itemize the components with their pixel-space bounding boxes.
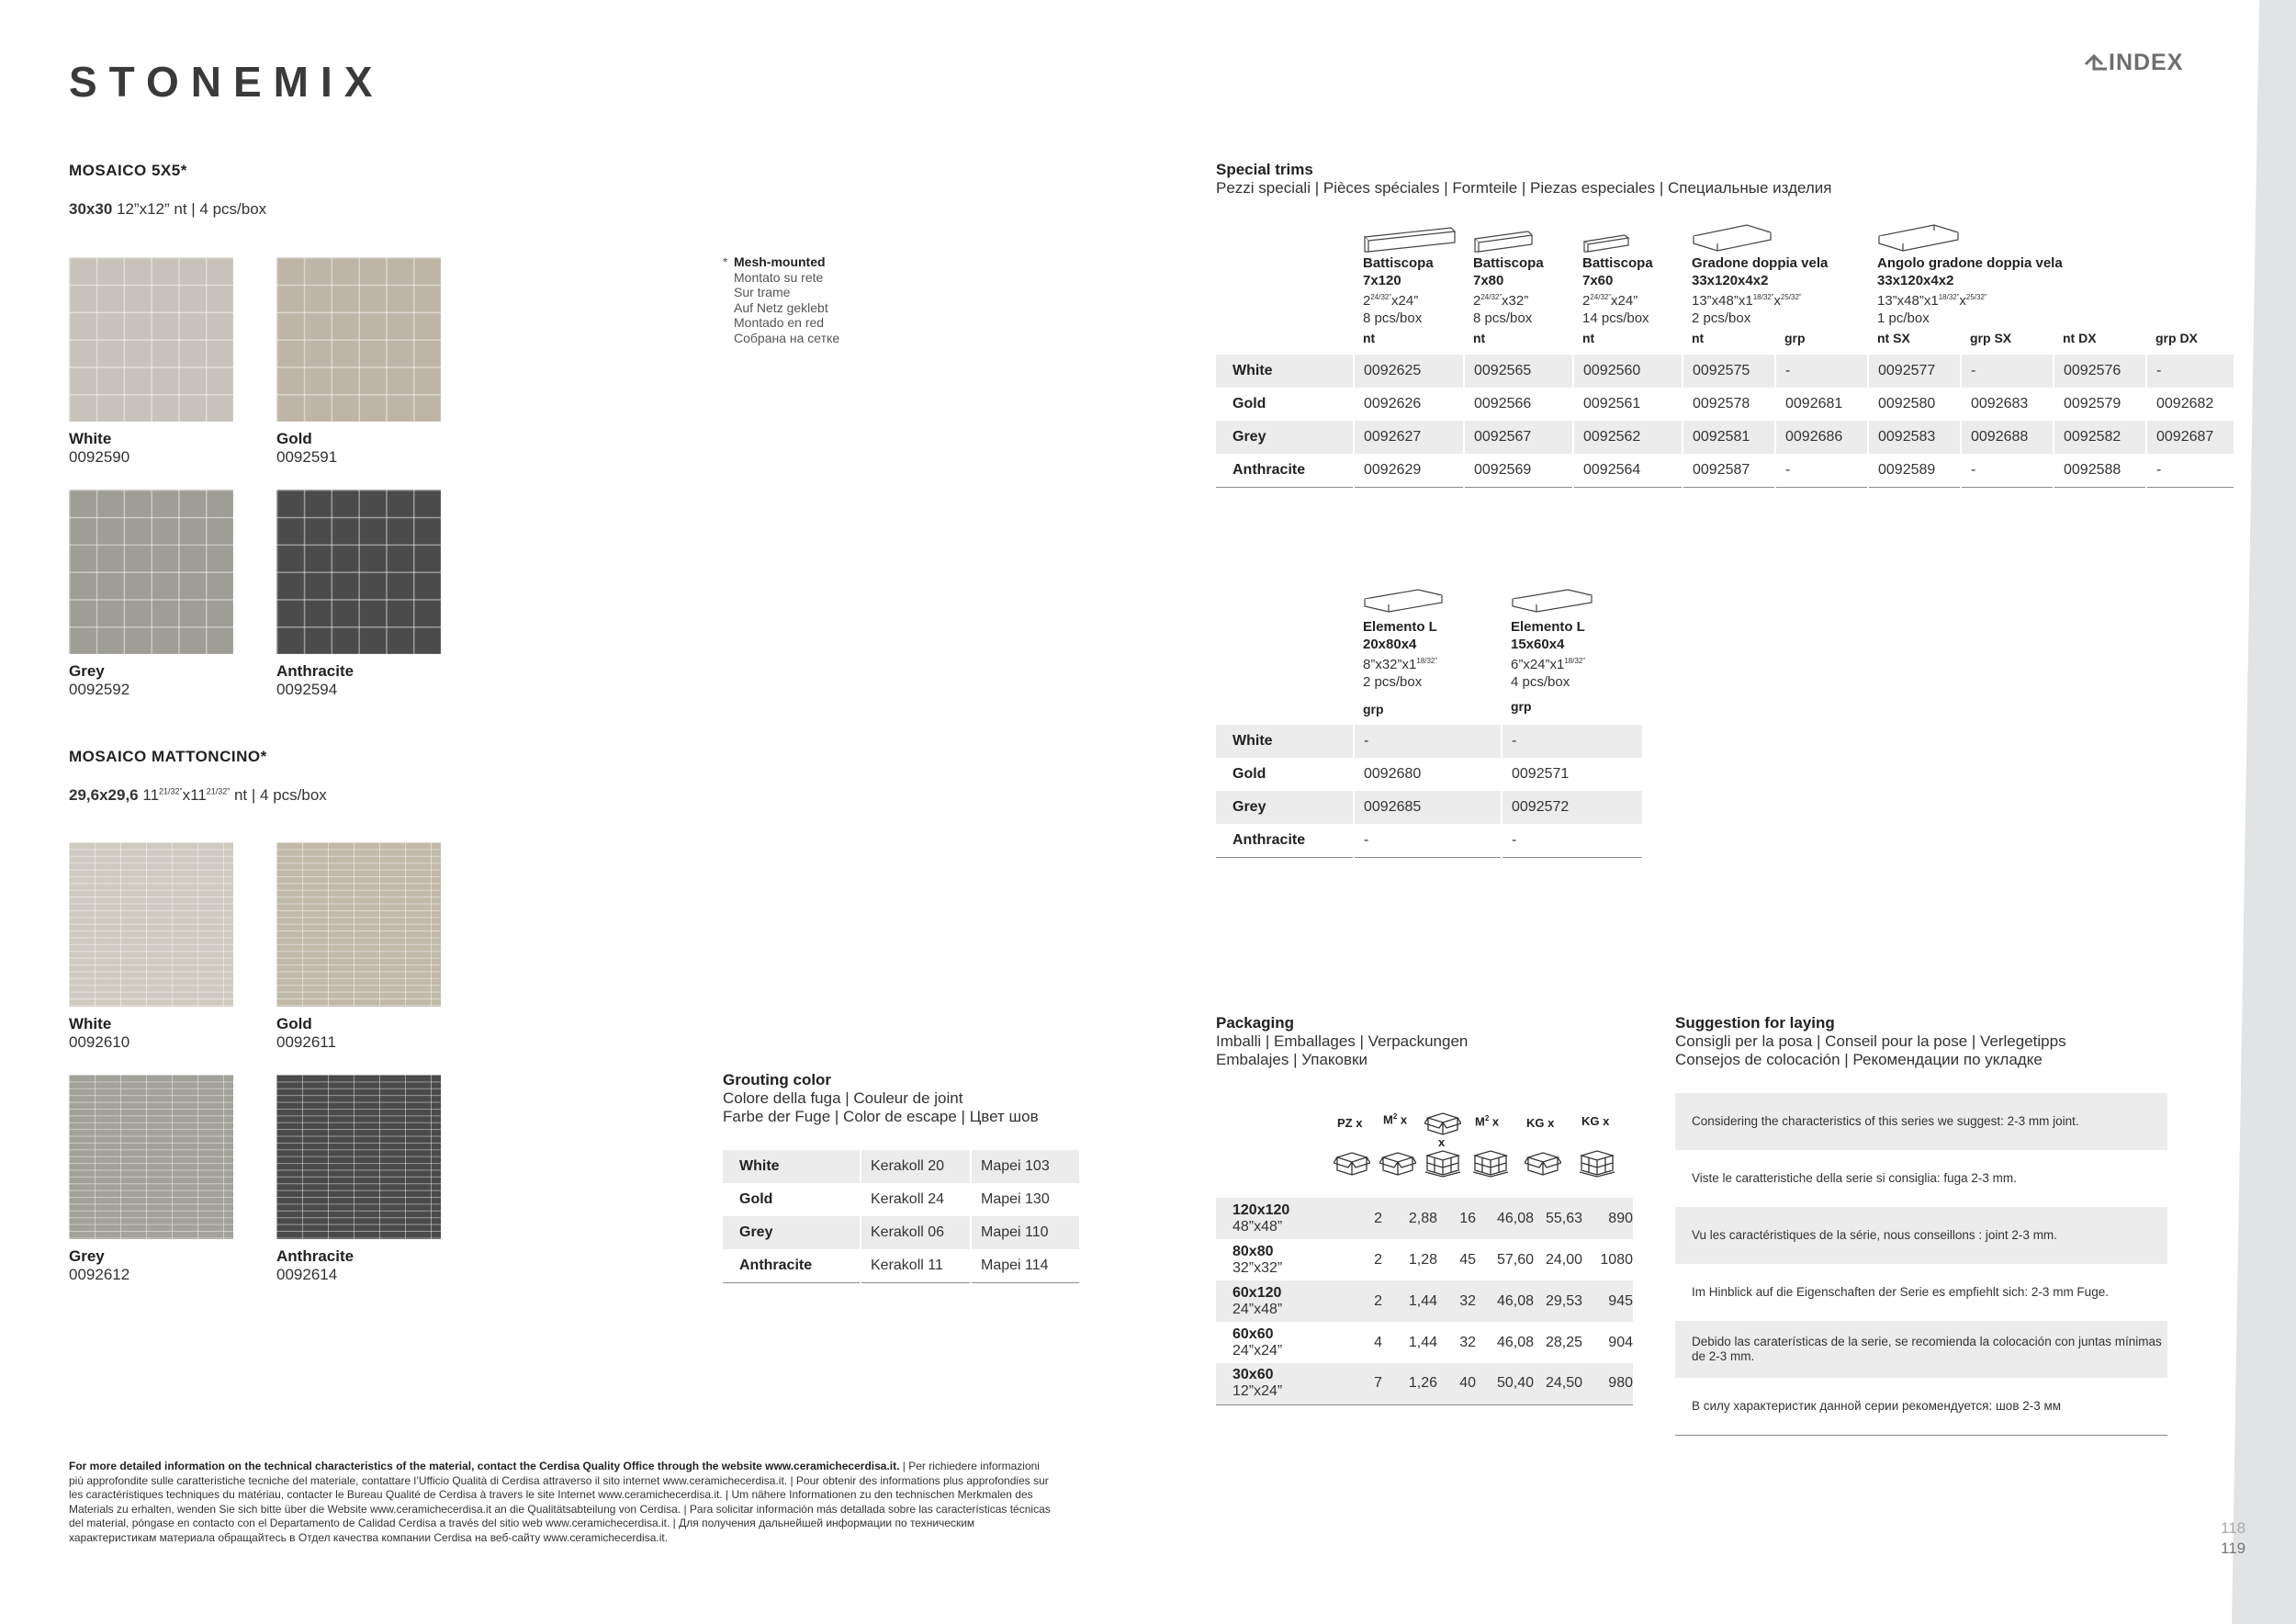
suggestion-heading: Suggestion for laying — [1675, 1014, 1835, 1032]
trim-col-head — [1692, 255, 1828, 327]
pk-m2b-x: x — [1489, 1114, 1500, 1129]
mosaic5-size-rest: 12”x12” nt | 4 pcs/box — [117, 200, 267, 218]
table-cell: Mapei 110 — [971, 1216, 1079, 1249]
packaging-table — [1216, 1198, 1633, 1405]
table-row — [1216, 388, 2234, 421]
table-cell: 1,26 — [1382, 1363, 1437, 1404]
table-cell: 0092583 — [1868, 421, 1961, 454]
format-cm: 60x60 — [1232, 1325, 1274, 1342]
page-number-left: 118 — [2221, 1519, 2246, 1537]
mattoncino-size-rest: nt | 4 pcs/box — [230, 786, 327, 804]
table-cell: 0092629 — [1354, 454, 1464, 487]
table-cell: 0092571 — [1502, 758, 1642, 791]
table-cell: - — [1502, 824, 1642, 857]
table-cell: 0092564 — [1573, 454, 1683, 487]
trim-inch-b: x24” — [1391, 293, 1419, 309]
index-link[interactable] — [2083, 50, 2183, 76]
special-trims-title — [1216, 161, 1832, 197]
elemento-inch-a: 6”x24”x1 — [1511, 657, 1565, 672]
trim-inch-b: x32” — [1502, 293, 1529, 309]
format-cm: 30x60 — [1232, 1367, 1274, 1383]
trim-size: 7x120 — [1363, 272, 1401, 288]
trim-inch-b: x — [1959, 293, 1966, 309]
table-cell: 24,00 — [1545, 1251, 1582, 1268]
elemento-inch — [1363, 653, 1437, 674]
elemento-inch-a: 8”x32”x1 — [1363, 657, 1417, 672]
table-row — [1216, 355, 2234, 388]
elemento-name: Elemento L — [1363, 619, 1437, 635]
trim-subhead: nt — [1582, 331, 1595, 345]
table-row — [1216, 791, 1642, 824]
suggestion-row: Vu les caractéristiques de la série, nous conseillons : joint 2-3 mm. — [1675, 1207, 2167, 1264]
trim-inch-a: 13”x48”x1 — [1877, 293, 1939, 309]
table-row — [1216, 725, 1642, 758]
trim-inch-sup: 24/32” — [1480, 293, 1503, 301]
table-cell: 0092575 — [1683, 355, 1775, 388]
tile-code: 0092591 — [276, 448, 338, 466]
table-row — [1216, 1322, 1633, 1363]
table-row — [723, 1150, 1079, 1183]
tile-swatch — [69, 490, 233, 654]
table-cell: 0092680 — [1354, 758, 1502, 791]
pk-m2-sup: 2 — [1392, 1112, 1398, 1121]
pk-m2: M — [1383, 1112, 1393, 1127]
table-cell: 0092567 — [1464, 421, 1573, 454]
trim-subhead: nt SX — [1877, 331, 1910, 345]
tile-name: Anthracite — [276, 662, 355, 680]
trim-inch — [1363, 289, 1434, 310]
elemento-subhead: grp — [1363, 702, 1384, 716]
table-cell: 890 — [1582, 1198, 1633, 1239]
pk-label: KG x — [1526, 1116, 1555, 1130]
trim-name: Battiscopa — [1363, 255, 1434, 271]
footer-note — [69, 1460, 1052, 1546]
row-name: Grey — [1216, 421, 1354, 454]
table-cell: 7 — [1358, 1363, 1382, 1404]
trim-col-head — [1877, 255, 2063, 327]
pallet-icon — [1578, 1148, 1616, 1178]
trim-inch — [1473, 289, 1544, 310]
mattoncino-size-b-sup: 21/32” — [206, 786, 231, 796]
tile-code: 0092610 — [69, 1033, 130, 1051]
table-cell: 0092687 — [2146, 421, 2234, 454]
tile-code: 0092612 — [69, 1266, 130, 1283]
table-cell: 904 — [1608, 1334, 1633, 1350]
elemento-subhead: grp — [1511, 699, 1532, 714]
trim-profile-icon — [1511, 588, 1593, 615]
table-cell: 0092582 — [2054, 421, 2146, 454]
trim-size: 33x120x4x2 — [1692, 272, 1769, 288]
table-cell: - — [1961, 355, 2054, 388]
table-cell: - — [1354, 824, 1502, 857]
trim-inch-b: x — [1773, 293, 1781, 309]
table-cell: 0092580 — [1868, 388, 1961, 421]
trim-name: Angolo gradone doppia vela — [1877, 255, 2063, 271]
suggestion-line: Consigli per la posa | Conseil pour la pose | Verlegetipps — [1675, 1032, 2066, 1050]
pallet-icon — [1424, 1148, 1462, 1178]
grouting-title — [723, 1071, 1039, 1126]
table-cell: 0092577 — [1868, 355, 1961, 388]
special-trims-heading: Special trims — [1216, 161, 1313, 178]
box-icon — [1334, 1148, 1370, 1176]
table-cell: 0092688 — [1961, 421, 2054, 454]
mesh-line: Montado en red — [734, 315, 825, 330]
trim-subhead: nt — [1473, 331, 1486, 345]
pallet-icon — [1471, 1148, 1510, 1178]
trim-inch-sup: 24/32” — [1370, 293, 1392, 301]
packaging-title — [1216, 1014, 1468, 1069]
elemento-size: 20x80x4 — [1363, 636, 1417, 652]
mesh-line: Mesh-mounted — [734, 254, 826, 269]
pk-label: KG x — [1581, 1114, 1610, 1128]
table-row — [1216, 1363, 1633, 1404]
table-cell: 40 — [1437, 1363, 1476, 1404]
row-name: Anthracite — [723, 1249, 861, 1282]
table-cell: 0092589 — [1868, 454, 1961, 487]
trim-inch-sup: 18/32” — [1938, 293, 1960, 301]
suggestion-row: Viste le caratteristiche della serie si consiglia: fuga 2-3 mm. — [1692, 1171, 2017, 1185]
format-cell — [1216, 1239, 1358, 1280]
table-cell: 28,25 — [1545, 1334, 1582, 1350]
row-name: White — [1216, 355, 1354, 388]
trim-inch-b: x24” — [1611, 293, 1638, 309]
row-name: Grey — [1216, 791, 1354, 824]
elemento-inch — [1511, 653, 1585, 674]
format-inch: 48”x48” — [1232, 1218, 1283, 1235]
pk-m2b: M — [1475, 1114, 1485, 1129]
elemento-inch-sup: 18/32” — [1416, 657, 1438, 665]
trim-pcs: 1 pc/box — [1877, 310, 1930, 326]
footer-bold: For more detailed information on the technical characteristics of the material, contact the Cerdisa Quality Office through the website www.ceramichecerdisa.it. — [69, 1460, 900, 1472]
trim-pcs: 8 pcs/box — [1473, 310, 1533, 326]
table-cell: 45 — [1459, 1251, 1476, 1268]
table-cell: 4 — [1374, 1334, 1382, 1350]
table-cell: - — [1775, 355, 1868, 388]
trim-name: Battiscopa — [1582, 255, 1653, 271]
packaging-line: Imballi | Emballages | Verpackungen — [1216, 1032, 1469, 1050]
grouting-line: Farbe der Fuge | Color de escape | Цвет шов — [723, 1108, 1039, 1125]
trim-pcs: 8 pcs/box — [1363, 310, 1423, 326]
table-row — [723, 1249, 1079, 1282]
tile-swatch — [69, 1075, 233, 1239]
trim-size: 33x120x4x2 — [1877, 272, 1954, 288]
table-cell: 0092578 — [1683, 388, 1775, 421]
trim-inch-a: 2 — [1473, 293, 1481, 309]
table-cell: 50,40 — [1476, 1363, 1534, 1404]
mesh-star: * — [723, 254, 728, 269]
suggestion-row: Considering the characteristics of this series we suggest: 2-3 mm joint. — [1675, 1093, 2167, 1150]
table-cell: 0092588 — [2054, 454, 2146, 487]
trim-profile-icon — [1473, 230, 1534, 254]
tile-code: 0092594 — [276, 681, 338, 698]
tile-code: 0092614 — [276, 1266, 338, 1283]
mattoncino-size-bold: 29,6x29,6 — [69, 786, 139, 804]
format-cm: 80x80 — [1232, 1243, 1274, 1259]
table-cell: 0092569 — [1464, 454, 1573, 487]
format-cell — [1216, 1322, 1358, 1363]
tile-name: White — [69, 1015, 112, 1032]
side-band — [2232, 0, 2296, 1624]
pk-m2-x: x — [1397, 1112, 1408, 1127]
table-cell: 0092572 — [1502, 791, 1642, 824]
mattoncino-size-b: x11 — [182, 786, 207, 804]
elemento-pcs: 2 pcs/box — [1363, 673, 1423, 690]
table-cell: 24,50 — [1534, 1363, 1582, 1404]
grouting-heading: Grouting color — [723, 1071, 832, 1088]
table-cell: Mapei 130 — [971, 1183, 1079, 1216]
table-cell: 29,53 — [1534, 1280, 1582, 1322]
format-cell — [1216, 1363, 1358, 1404]
tile-swatch — [276, 257, 441, 422]
grouting-table — [723, 1150, 1079, 1283]
table-cell: - — [1775, 454, 1868, 487]
row-name: White — [723, 1150, 861, 1183]
table-cell: - — [1354, 725, 1502, 758]
table-row — [1216, 824, 1642, 857]
format-cell — [1216, 1198, 1358, 1239]
table-cell: 2,88 — [1382, 1198, 1437, 1239]
pk-label — [1383, 1112, 1407, 1126]
tile-name: Anthracite — [276, 1247, 355, 1265]
table-cell: Kerakoll 11 — [861, 1249, 971, 1282]
suggestion-line: Consejos de colocación | Рекомендации по укладке — [1675, 1051, 2043, 1068]
mesh-line: Собрана на сетке — [734, 330, 840, 345]
row-name: White — [1216, 725, 1354, 758]
tile-swatch — [276, 490, 441, 654]
trim-inch-a: 2 — [1363, 293, 1371, 309]
table-cell: 0092686 — [1775, 421, 1868, 454]
elemento-inch-sup: 18/32” — [1564, 657, 1586, 665]
pk-label: PZ x — [1337, 1116, 1363, 1130]
table-cell: - — [1502, 725, 1642, 758]
table-cell: 1080 — [1600, 1251, 1633, 1268]
trim-size: 7x60 — [1582, 272, 1614, 288]
trim-inch-a: 2 — [1582, 293, 1591, 309]
mesh-line: Auf Netz geklebt — [734, 299, 828, 315]
tile-code: 0092590 — [69, 448, 130, 466]
tile-swatch — [69, 257, 233, 422]
table-cell: 0092682 — [2146, 388, 2234, 421]
suggestion-title — [1675, 1014, 2066, 1069]
mosaic5-title: MOSAICO 5X5* — [69, 162, 187, 179]
elemento-col-head — [1363, 619, 1437, 691]
trim-size: 7x80 — [1473, 272, 1504, 288]
trim-profile-icon — [1363, 588, 1444, 615]
table-cell: - — [2146, 355, 2234, 388]
table-cell: 0092561 — [1573, 388, 1683, 421]
mesh-note — [723, 254, 839, 345]
trim-name: Battiscopa — [1473, 255, 1544, 271]
table-cell: 1,28 — [1408, 1251, 1437, 1268]
trim-inch-sup: 18/32” — [1752, 293, 1774, 301]
trim-inch — [1877, 289, 2063, 310]
table-row — [1216, 1280, 1633, 1322]
tile-name: Gold — [276, 1015, 312, 1032]
suggestion-divider — [1675, 1435, 2167, 1436]
trim-subhead: grp SX — [1970, 331, 2012, 345]
table-row — [723, 1216, 1079, 1249]
trim-col-head — [1473, 255, 1544, 327]
table-row — [723, 1183, 1079, 1216]
box-icon — [1379, 1148, 1416, 1176]
packaging-heading: Packaging — [1216, 1014, 1295, 1032]
table-cell: 2 — [1358, 1280, 1382, 1322]
mosaic5-size-bold: 30x30 — [69, 200, 113, 218]
table-cell: 0092562 — [1573, 421, 1683, 454]
table-row — [1216, 1239, 1633, 1280]
trim-inch-sup: 24/32” — [1590, 293, 1612, 301]
footer-rest: | Per richiedere informazioni più approfondite sulle caratteristiche tecniche del materiale, contattare l’Ufficio Qualità di Cerdisa attraverso il sito internet www.ceramichecerdisa.it. | Pour obtenir des informations plus approfondies sur les caractéristiques techniques du matériau, contacter le Bureau Qualité de Cerdisa à travers le site Internet www.ceramichecerdisa.it. | Um nähere Informationen zu den technischen Merkmalen des Materials zu erhalten, wenden Sie sich bitte über die Website www.ceramichecerdisa.it an die Qualitätsabteilung von Cerdisa. | Para solicitar información más detallada sobre las características técnicas del material, póngase en contacto con el Departamento de Calidad Cerdisa a través del sitio web www.ceramichecerdisa.it. | Для получения дальнейшей информации по техническим характеристикам материала обращайтесь в Отдел качества компании Cerdisa на веб-сайту www.ceramichecerdisa.it. — [69, 1460, 1051, 1544]
tile-name: Gold — [276, 430, 312, 447]
mattoncino-title: MOSAICO MATTONCINO* — [69, 748, 267, 765]
elemento-col-head — [1511, 619, 1585, 691]
pk-m2b-sup: 2 — [1484, 1114, 1490, 1122]
tile-name: Grey — [69, 662, 105, 680]
trim-subhead: grp — [1784, 331, 1806, 345]
row-name: Grey — [723, 1216, 861, 1249]
table-cell: 945 — [1582, 1280, 1633, 1322]
row-name: Gold — [1232, 396, 1266, 412]
table-cell: 0092625 — [1354, 355, 1464, 388]
table-cell: 32 — [1437, 1280, 1476, 1322]
trim-col-head — [1363, 255, 1434, 327]
trim-profile-icon — [1877, 223, 1960, 254]
format-inch: 32”x32” — [1232, 1259, 1283, 1276]
table-cell: 2 — [1358, 1198, 1382, 1239]
row-name: Gold — [739, 1191, 773, 1207]
table-cell: - — [1961, 454, 2054, 487]
table-cell: Mapei 103 — [971, 1150, 1079, 1183]
tile-code: 0092611 — [276, 1033, 336, 1051]
trim-inch-a: 13”x48”x1 — [1692, 293, 1753, 309]
table-cell: 0092627 — [1354, 421, 1464, 454]
table-cell: 0092587 — [1683, 454, 1775, 487]
table-cell: 16 — [1437, 1198, 1476, 1239]
table-cell: 1,44 — [1382, 1280, 1437, 1322]
table-cell: 980 — [1582, 1363, 1633, 1404]
box-icon — [1424, 1110, 1461, 1135]
trim-col-head — [1582, 255, 1653, 327]
tile-name: White — [69, 430, 112, 447]
row-name: Anthracite — [1216, 824, 1354, 857]
pk-label: x — [1438, 1135, 1446, 1149]
elemento-size: 15x60x4 — [1511, 636, 1565, 652]
box-icon — [1525, 1148, 1561, 1176]
tile-swatch — [276, 842, 441, 1007]
table-cell: 2 — [1374, 1251, 1382, 1268]
mesh-line: Montato su rete — [734, 269, 824, 285]
table-cell: 0092683 — [1961, 388, 2054, 421]
tile-name: Grey — [69, 1247, 105, 1265]
format-cm: 60x120 — [1232, 1284, 1282, 1301]
table-cell: 1,44 — [1408, 1334, 1437, 1350]
table-cell: 46,08 — [1476, 1280, 1534, 1322]
index-label: INDEX — [2109, 50, 2184, 75]
table-cell: 46,08 — [1476, 1198, 1534, 1239]
format-inch: 24”x24” — [1232, 1342, 1283, 1359]
mattoncino-size — [69, 786, 327, 805]
table-cell: 57,60 — [1496, 1251, 1534, 1268]
table-cell: Kerakoll 06 — [861, 1216, 971, 1249]
elemento-name: Elemento L — [1511, 619, 1585, 635]
table-cell: Mapei 114 — [971, 1249, 1079, 1282]
grouting-line: Colore della fuga | Couleur de joint — [723, 1089, 963, 1107]
table-cell: 55,63 — [1534, 1198, 1582, 1239]
mattoncino-size-a-sup: 21/32” — [159, 786, 183, 796]
table-cell: Kerakoll 20 — [861, 1150, 971, 1183]
trim-name: Gradone doppia vela — [1692, 255, 1829, 271]
table-row — [1216, 454, 2234, 487]
trim-inch-sup: 25/32” — [1965, 293, 1987, 301]
tile-code: 0092592 — [69, 681, 130, 698]
mesh-line: Sur trame — [734, 285, 791, 299]
format-inch: 12”x24” — [1232, 1383, 1283, 1400]
trim-inch-sup: 25/32” — [1780, 293, 1802, 301]
trim-subhead: nt DX — [2063, 331, 2097, 345]
table-cell: 0092565 — [1464, 355, 1573, 388]
table-cell: 0092681 — [1775, 388, 1868, 421]
trim-profile-icon — [1692, 223, 1773, 254]
table-row — [1216, 758, 1642, 791]
page-number-right: 119 — [2221, 1539, 2246, 1557]
suggestion-row: Debido las caraterísticas de la serie, se recomienda la colocación con juntas mínimas de 2-3 mm. — [1675, 1321, 2167, 1378]
trim-pcs: 2 pcs/box — [1692, 310, 1751, 326]
tile-swatch — [69, 842, 233, 1007]
table-cell: 0092560 — [1573, 355, 1683, 388]
table-cell: 0092581 — [1683, 421, 1775, 454]
mosaic5-size — [69, 200, 266, 219]
table-cell: 32 — [1459, 1334, 1476, 1350]
table-cell: 0092626 — [1354, 388, 1464, 421]
table-row — [1216, 421, 2234, 454]
tile-swatch — [276, 1075, 441, 1239]
format-cell — [1216, 1280, 1358, 1322]
format-inch: 24”x48” — [1232, 1301, 1283, 1317]
table-cell: 0092576 — [2054, 355, 2146, 388]
packaging-line: Embalajes | Упаковки — [1216, 1051, 1367, 1068]
row-name: Gold — [1232, 766, 1266, 782]
trim-profile-icon — [1582, 233, 1630, 254]
row-name: Anthracite — [1216, 454, 1354, 487]
special-trims-subtitle: Pezzi speciali | Pièces spéciales | Formteile | Piezas especiales | Специальные изделия — [1216, 179, 1832, 197]
elemento-table — [1216, 725, 1642, 858]
up-arrow-icon — [2083, 53, 2107, 73]
table-cell: 0092579 — [2054, 388, 2146, 421]
table-row — [1216, 1198, 1633, 1239]
special-trims-table — [1216, 355, 2234, 488]
table-cell: 46,08 — [1496, 1334, 1534, 1350]
trim-profile-icon — [1363, 226, 1457, 254]
elemento-pcs: 4 pcs/box — [1511, 673, 1570, 690]
trim-subhead: nt — [1363, 331, 1376, 345]
table-cell: - — [2146, 454, 2234, 487]
trim-inch — [1582, 289, 1653, 310]
mattoncino-size-a: 11 — [142, 786, 160, 804]
trim-subhead: grp DX — [2155, 331, 2198, 345]
table-cell: Kerakoll 24 — [861, 1183, 971, 1216]
trim-subhead: nt — [1692, 331, 1705, 345]
table-cell: 0092685 — [1354, 791, 1502, 824]
suggestion-row: В силу характеристик данной серии рекомендуется: шов 2-3 мм — [1692, 1399, 2062, 1413]
pk-label — [1475, 1114, 1499, 1128]
brand-title: STONEMIX — [69, 58, 385, 106]
trim-pcs: 14 pcs/box — [1582, 310, 1649, 326]
format-cm: 120x120 — [1232, 1201, 1290, 1218]
table-cell: 0092566 — [1464, 388, 1573, 421]
trim-inch — [1692, 289, 1828, 310]
suggestion-row: Im Hinblick auf die Eigenschaften der Serie es empfiehlt sich: 2-3 mm Fuge. — [1692, 1285, 2109, 1299]
